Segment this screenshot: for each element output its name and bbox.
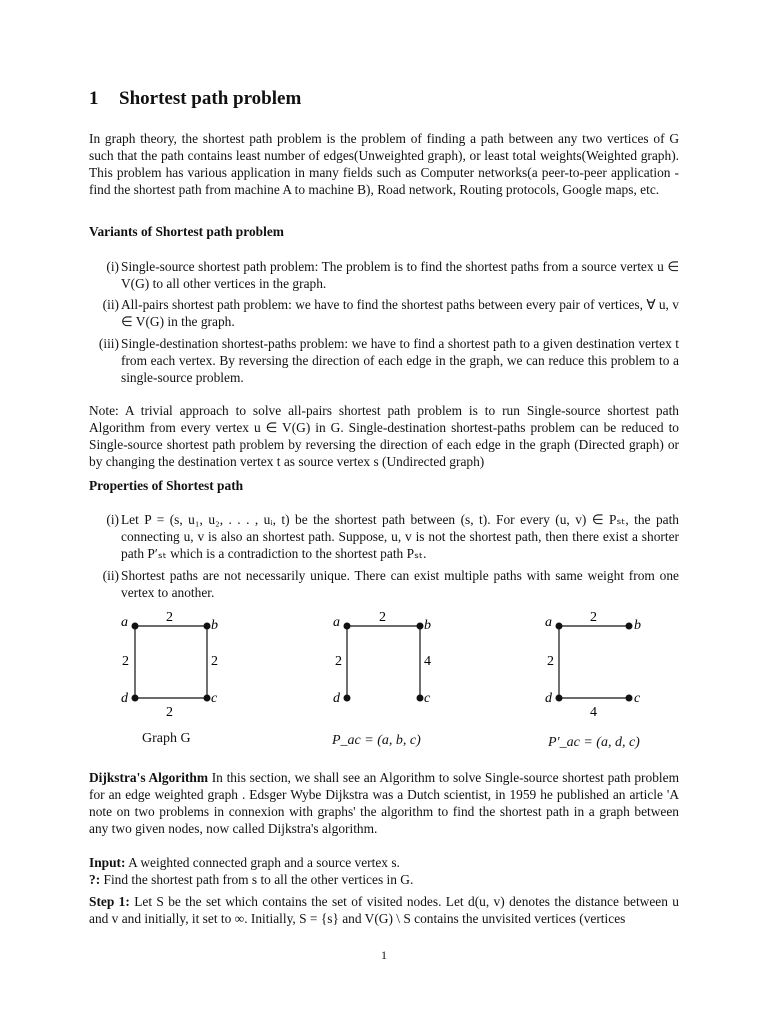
item-text: Let P = (s, u₁, u₂, . . . , uᵢ, t) be the shortest path between (s, t). For every (u, v) ∈ Pₛₜ, the path connecting u, v is also an shortest path. Suppose, u, v is not the shortest path, then there exist a shorter path P′ₛₜ which is a contradiction to the shortest path Pₛₜ. [121,512,679,561]
section-title-text: Shortest path problem [119,88,302,109]
label-c: c [634,691,641,706]
label-a: a [545,615,552,630]
weight-ab: 2 [590,610,597,625]
weight-ab: 2 [166,610,173,625]
label-c: c [424,691,431,706]
dijkstra-text: In this section, we shall see an Algorithm to solve Single-source shortest path problem for an edge weighted graph . Edsger Wybe Dijkstra was a Dutch scientist, in 1959 he published an article 'A note on two problems in connexion with graphs' the algorithm to find the shortest path in a graph between any two given nodes, now called Dijkstra's algorithm. [89,770,679,836]
input-label: Input: [89,855,126,870]
label-b: b [211,618,218,633]
variants-heading: Variants of Shortest path problem [89,224,284,239]
weight-dc: 2 [166,705,173,720]
item-label: (ii) [102,568,119,583]
caption-graph-g: Graph G [142,731,191,746]
node-a [556,623,563,630]
note-paragraph: Note: A trivial approach to solve all-pairs shortest path problem is to run Single-source shortest path Algorithm from every vertex u ∈ V(G) in G. Single-destination shortest-paths problem can be reduced to Single-source shortest path problem by reversing the direction of each edge in the graph (Directed graph) or by changing the destination vertex t as source vertex s (Undirected graph) [89,403,679,469]
variant-item-3 [89,335,679,386]
caption-path-abc: P_ac = (a, b, c) [332,733,421,748]
question-text: Find the shortest path from s to all the other vertices in G. [100,872,414,887]
weight-dc: 4 [590,705,597,720]
label-b: b [634,618,641,633]
dijkstra-paragraph [89,769,679,837]
weight-ad: 2 [335,654,342,669]
item-text: Shortest paths are not necessarily unique. There can exist multiple paths with same weight from one vertex to another. [121,568,679,600]
figure-graph-g [121,610,218,720]
node-c [417,695,424,702]
property-item-1 [89,511,679,562]
page-number: 1 [381,948,387,962]
step1-paragraph [89,893,679,927]
item-label: (i) [106,512,119,527]
label-c: c [211,691,218,706]
node-d [344,695,351,702]
figure-path-adc [545,610,641,720]
item-label: (i) [106,259,119,274]
question-label: ?: [89,872,101,887]
node-d [132,695,139,702]
variant-item-1 [89,258,679,292]
item-text: Single-destination shortest-paths problem: we have to find a shortest path to a given destination vertex t from each vertex. By reversing the direction of each edge in the graph, we can reduce this problem to a single-source problem. [121,336,679,385]
property-item-2 [89,567,679,601]
node-c [204,695,211,702]
label-d: d [545,691,552,706]
node-d [556,695,563,702]
section-title [89,88,301,110]
step1-label: Step 1: [89,894,130,909]
caption-path-adc: P′_ac = (a, d, c) [548,735,640,750]
node-b [417,623,424,630]
node-b [204,623,211,630]
step1-text: Let S be the set which contains the set of visited nodes. Let d(u, v) denotes the distance between u and v and initially, it set to ∞. Initially, S = {s} and V(G) \ S contains the unvisited vertices (vertices [89,894,679,926]
weight-bc: 4 [424,654,431,669]
label-b: b [424,618,431,633]
weight-bc: 2 [211,654,218,669]
weight-ab: 2 [379,610,386,625]
section-number: 1 [89,88,99,109]
item-text: All-pairs shortest path problem: we have to find the shortest paths between every pair of vertices, ∀ u, v ∈ V(G) in the graph. [121,297,679,329]
label-d: d [333,691,340,706]
label-d: d [121,691,128,706]
input-line [89,854,679,871]
node-c [626,695,633,702]
label-a: a [333,615,340,630]
input-text: A weighted connected graph and a source vertex s. [125,855,400,870]
weight-ad: 2 [122,654,129,669]
question-line [89,871,679,888]
weight-ad: 2 [547,654,554,669]
node-b [626,623,633,630]
intro-paragraph: In graph theory, the shortest path problem is the problem of finding a path between any two vertices of G such that the path contains least number of edges(Unweighted graph), or least total weights(Weighted graph). This problem has various application in many fields such as Computer networks(a peer-to-peer application - find the shortest path from machine A to machine B), Road network, Routing protocols, Google maps, etc. [89,131,679,197]
figure-path-abc [333,610,431,706]
item-label: (iii) [98,336,119,351]
node-a [344,623,351,630]
variant-item-2 [89,296,679,330]
item-text: Single-source shortest path problem: The problem is to find the shortest paths from a source vertex u ∈ V(G) to all other vertices in the graph. [121,259,679,291]
item-label: (ii) [102,297,119,312]
properties-heading: Properties of Shortest path [89,478,244,493]
label-a: a [121,615,128,630]
dijkstra-title: Dijkstra's Algorithm [89,770,209,785]
node-a [132,623,139,630]
